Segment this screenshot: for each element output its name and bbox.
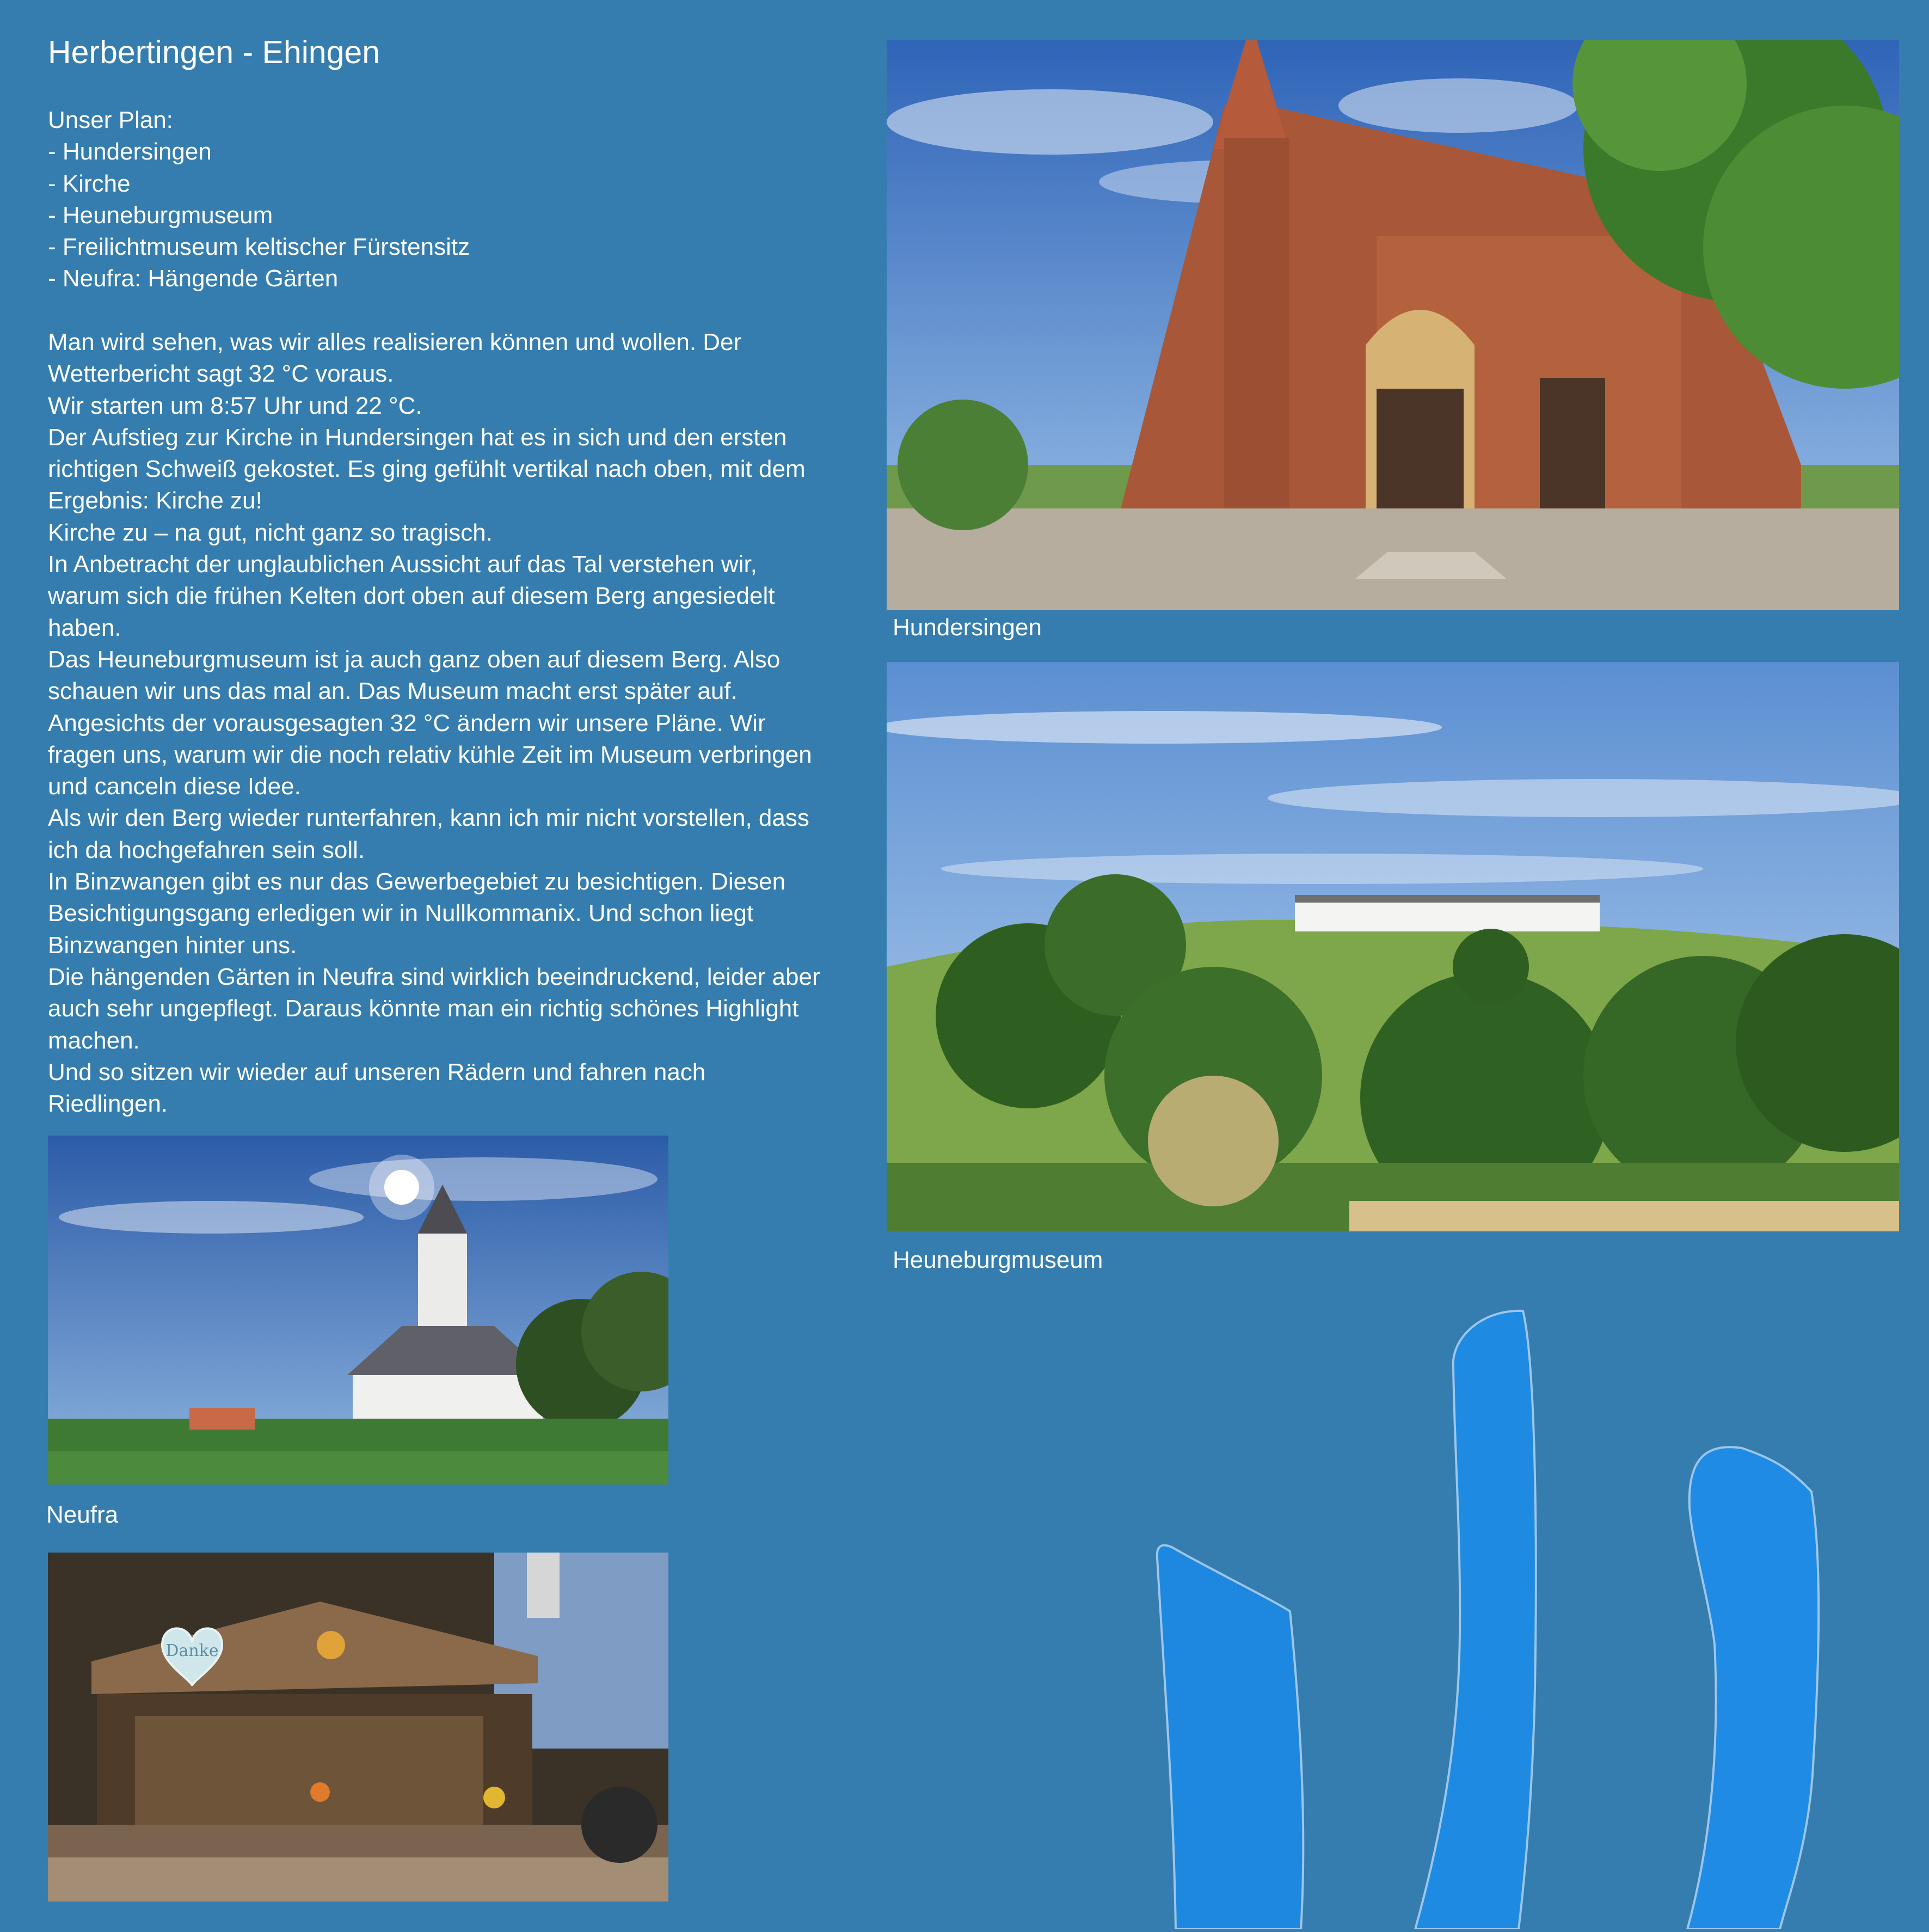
photo-heuneburg-hill [887,662,1899,1231]
story-line: schauen wir uns das mal an. Das Museum macht erst später auf. [48,678,738,705]
plan-item: - Kirche [48,170,131,197]
danke-sign-text: Danke [165,1641,219,1660]
story-line: und canceln diese Idee. [48,773,301,800]
story-line: Das Heuneburgmuseum ist ja auch ganz oben auf diesem Berg. Also [48,646,781,673]
story-line: In Anbetracht der unglaublichen Aussicht auf das Tal verstehen wir, [48,551,757,578]
story-line: auch sehr ungepflegt. Daraus könnte man ein richtig schönes Highlight [48,995,799,1022]
story-line: machen. [48,1027,140,1054]
plan-list [48,105,864,295]
story-line: Kirche zu – na gut, nicht ganz so tragisch. [48,519,493,546]
story-line: haben. [48,614,121,641]
blue-sculpture [1143,1307,1883,1929]
plan-item: - Neufra: Hängende Gärten [48,265,339,292]
story-line: ich da hochgefahren sein soll. [48,836,365,863]
page-title: Herbertingen - Ehingen [48,34,380,70]
story-line: Man wird sehen, was wir alles realisieren können und wollen. Der [48,329,742,355]
plan-item: - Freilichtmuseum keltischer Fürstensitz [48,234,470,261]
story-line: richtigen Schweiß gekostet. Es ging gefühlt vertikal nach oben, mit dem [48,456,806,483]
photo-neufra-church [48,1136,668,1485]
story-line: Angesichts der vorausgesagten 32 °C ändern wir unsere Pläne. Wir [48,709,766,737]
caption-hundersingen: Hundersingen [893,614,1042,641]
story-line: Als wir den Berg wieder runterfahren, kann ich mir nicht vorstellen, dass [48,805,809,832]
story-line: Binzwangen hinter uns. [48,931,297,959]
story-text [48,327,864,1120]
story-line: fragen uns, warum wir die noch relativ kühle Zeit im Museum verbringen [48,741,812,768]
story-line: Riedlingen. [48,1090,168,1118]
story-line: Wir starten um 8:57 Uhr und 22 °C. [48,392,422,419]
story-line: Die hängenden Gärten in Neufra sind wirklich beeindruckend, leider aber [48,963,820,990]
plan-item: - Heuneburgmuseum [48,201,273,229]
caption-neufra: Neufra [46,1501,119,1528]
story-line: Wetterbericht sagt 32 °C voraus. [48,360,394,388]
photo-neufra-garden-diorama [48,1553,668,1902]
caption-heuneburgmuseum: Heuneburgmuseum [893,1247,1103,1273]
story-line: Und so sitzen wir wieder auf unseren Rädern und fahren nach [48,1058,706,1085]
story-line: Besichtigungsgang erledigen wir in Nullkommanix. Und schon liegt [48,900,754,927]
story-line: warum sich die frühen Kelten dort oben auf diesem Berg angesiedelt [48,582,775,610]
story-line: Ergebnis: Kirche zu! [48,487,262,514]
plan-item: - Hundersingen [48,138,212,165]
story-line: Der Aufstieg zur Kirche in Hundersingen hat es in sich und den ersten [48,424,787,451]
plan-heading: Unser Plan: [48,107,173,133]
photo-hundersingen-church [887,40,1899,610]
story-line: In Binzwangen gibt es nur das Gewerbegebiet zu besichtigen. Diesen [48,868,786,896]
